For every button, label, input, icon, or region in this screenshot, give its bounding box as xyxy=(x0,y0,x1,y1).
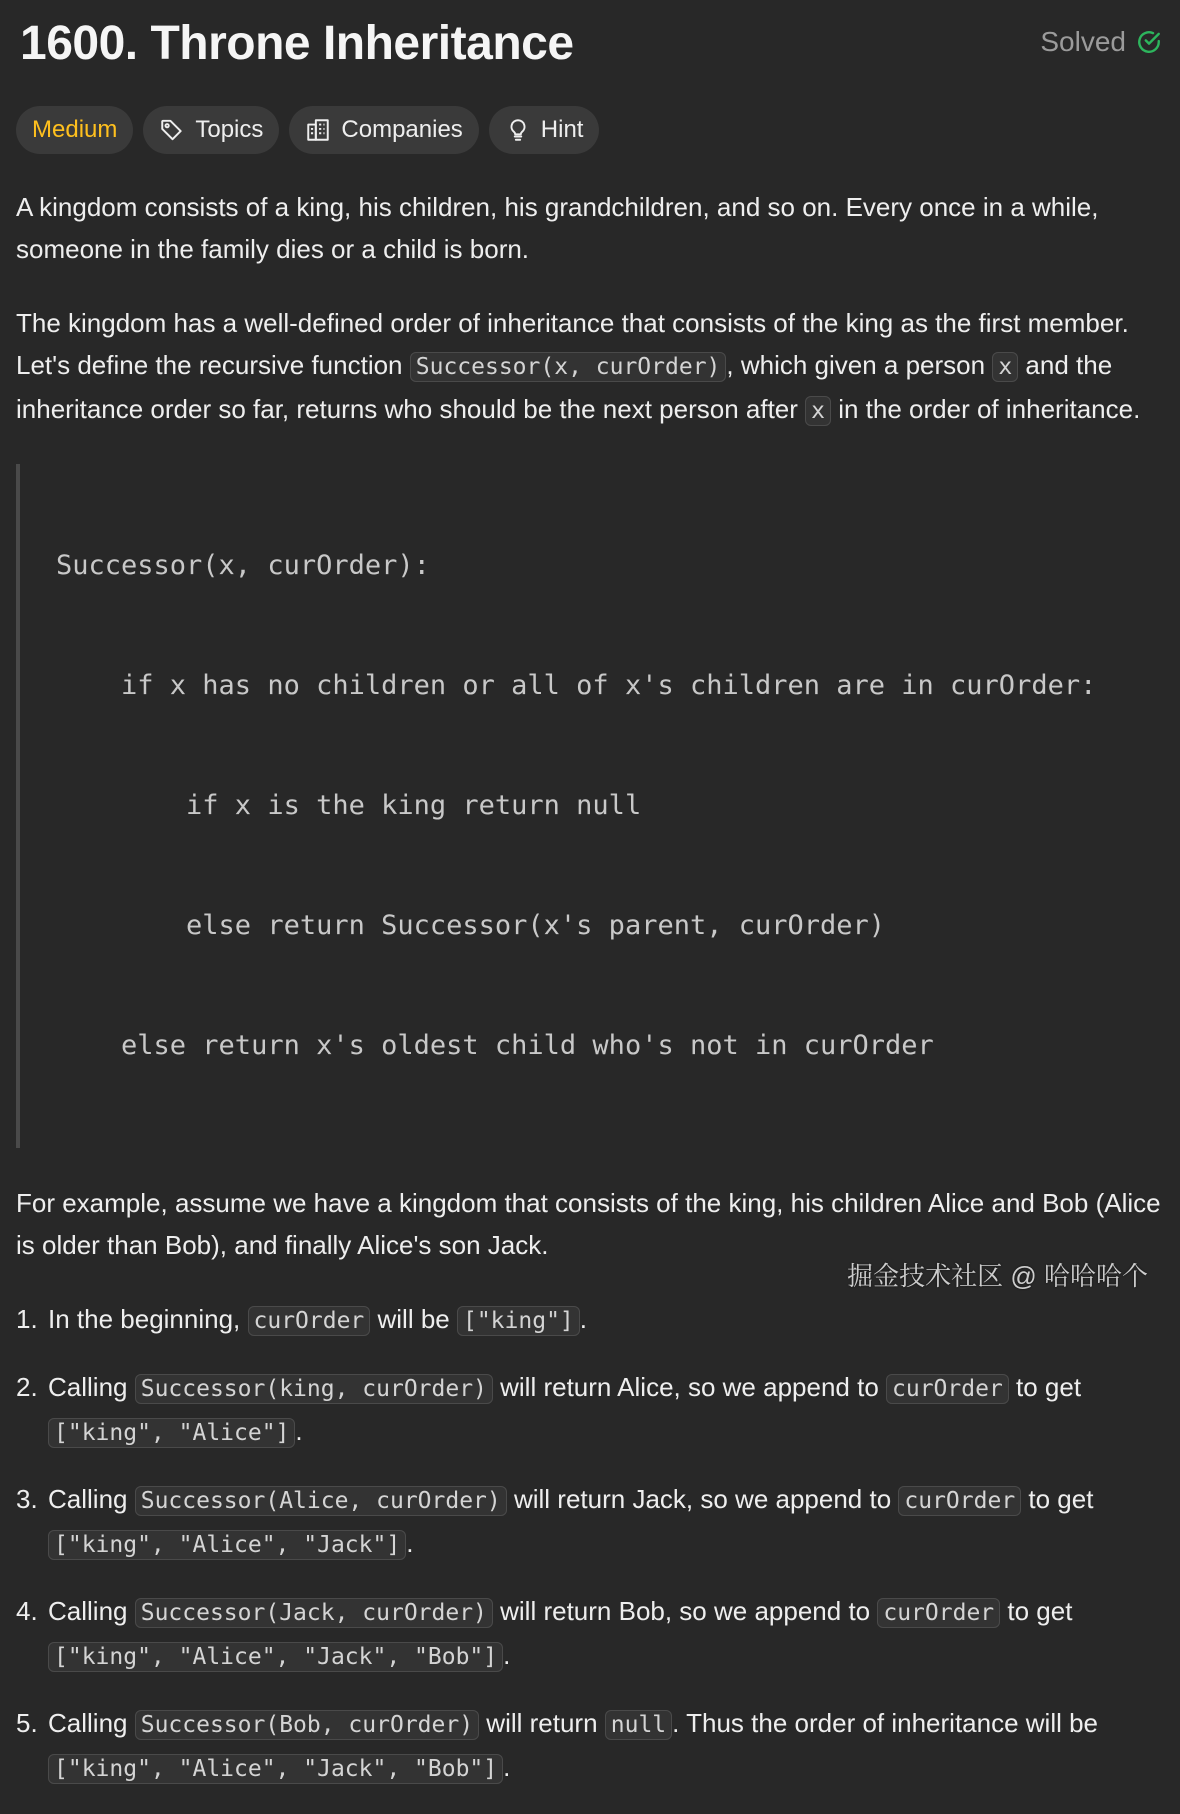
list-item xyxy=(16,1478,1164,1566)
watermark: 掘金技术社区 @ 哈哈哈个 xyxy=(847,1261,1148,1291)
lightbulb-icon xyxy=(505,117,531,143)
pseudocode-block xyxy=(16,464,1164,1148)
text: will return Alice, so we append to xyxy=(492,1372,887,1402)
list-item xyxy=(16,1590,1164,1678)
text: Calling xyxy=(48,1484,135,1514)
inline-code: Successor(x, curOrder) xyxy=(410,352,727,382)
text: In the beginning, xyxy=(48,1304,248,1334)
list-number: 5. xyxy=(16,1708,38,1738)
list-item xyxy=(16,1366,1164,1454)
building-icon xyxy=(305,117,331,143)
list-item xyxy=(16,1298,1164,1342)
inline-code: Successor(Alice, curOrder) xyxy=(135,1486,507,1516)
inline-code: ["king", "Alice"] xyxy=(48,1418,295,1448)
text: Calling xyxy=(48,1708,135,1738)
inline-code: ["king"] xyxy=(457,1306,580,1336)
text: to get xyxy=(1021,1484,1094,1514)
list-number: 4. xyxy=(16,1596,38,1626)
companies-tag[interactable] xyxy=(289,106,478,154)
tag-bar xyxy=(16,106,599,154)
check-circle-icon xyxy=(1136,29,1162,55)
text: to get xyxy=(1000,1596,1073,1626)
difficulty-label: Medium xyxy=(32,116,118,143)
topics-tag[interactable] xyxy=(143,106,279,154)
difficulty-tag[interactable] xyxy=(16,106,133,154)
problem-description xyxy=(16,186,1164,1814)
text: will be xyxy=(370,1304,457,1334)
inline-code: curOrder xyxy=(248,1306,371,1336)
code-line: else return Successor(x's parent, curOrder) xyxy=(56,910,886,941)
text: and the inheritance order so far, returns who should be the next person after xyxy=(16,350,1113,424)
description-paragraph: A kingdom consists of a king, his children, his grandchildren, and so on. Every once in a while, someone in the family dies or a child is born. xyxy=(16,192,1099,264)
example-steps-list xyxy=(16,1298,1164,1790)
text: The kingdom has a well-defined order of inheritance that consists of the king as the first member. Let's define the recursive function xyxy=(16,308,1129,380)
text: in the order of inheritance. xyxy=(831,394,1141,424)
list-number: 2. xyxy=(16,1372,38,1402)
list-item xyxy=(16,1702,1164,1790)
text: will return xyxy=(479,1708,605,1738)
inline-code: ["king", "Alice", "Jack"] xyxy=(48,1530,406,1560)
text: , which given a person xyxy=(726,350,993,380)
inline-code: ["king", "Alice", "Jack", "Bob"] xyxy=(48,1754,503,1784)
solved-status xyxy=(1040,26,1162,58)
companies-label: Companies xyxy=(341,116,463,143)
text: will return Bob, so we append to xyxy=(492,1596,878,1626)
inline-code: Successor(Jack, curOrder) xyxy=(135,1598,493,1628)
text: to get xyxy=(1008,1372,1082,1402)
list-number: 3. xyxy=(16,1484,38,1514)
inline-code: curOrder xyxy=(898,1486,1021,1516)
solved-label: Solved xyxy=(1040,26,1126,57)
code-line: else return x's oldest child who's not in curOrder xyxy=(56,1030,934,1061)
inline-code: x xyxy=(805,396,831,426)
inline-code: ["king", "Alice", "Jack", "Bob"] xyxy=(48,1642,503,1672)
text: . xyxy=(295,1416,303,1446)
text: Calling xyxy=(48,1372,135,1402)
inline-code: Successor(king, curOrder) xyxy=(135,1374,493,1404)
inline-code: curOrder xyxy=(886,1374,1009,1404)
inline-code: Successor(Bob, curOrder) xyxy=(135,1710,479,1740)
text: . Thus the order of inheritance will be xyxy=(672,1708,1099,1738)
tag-icon xyxy=(159,117,185,143)
text: . xyxy=(406,1528,414,1558)
code-line: if x is the king return null xyxy=(56,790,642,821)
hint-tag[interactable] xyxy=(489,106,600,154)
hint-label: Hint xyxy=(540,116,584,143)
text: . xyxy=(503,1640,511,1670)
code-line: Successor(x, curOrder): xyxy=(56,550,430,581)
inline-code: curOrder xyxy=(877,1598,1000,1628)
list-number: 1. xyxy=(16,1304,38,1334)
description-paragraph: For example, assume we have a kingdom that consists of the king, his children Alice and Bob (Alice is older than Bob), and finally Alice's son Jack. xyxy=(16,1188,1161,1260)
text: will return Jack, so we append to xyxy=(506,1484,899,1514)
problem-title: 1600. Throne Inheritance xyxy=(20,17,574,70)
inline-code: null xyxy=(605,1710,672,1740)
text: . xyxy=(579,1304,587,1334)
inline-code: x xyxy=(992,352,1018,382)
topics-label: Topics xyxy=(195,116,264,143)
text: Calling xyxy=(48,1596,135,1626)
code-line: if x has no children or all of x's children are in curOrder: xyxy=(56,670,1097,701)
text: . xyxy=(503,1752,511,1782)
problem-header xyxy=(18,12,1162,76)
description-paragraph xyxy=(16,302,1164,432)
